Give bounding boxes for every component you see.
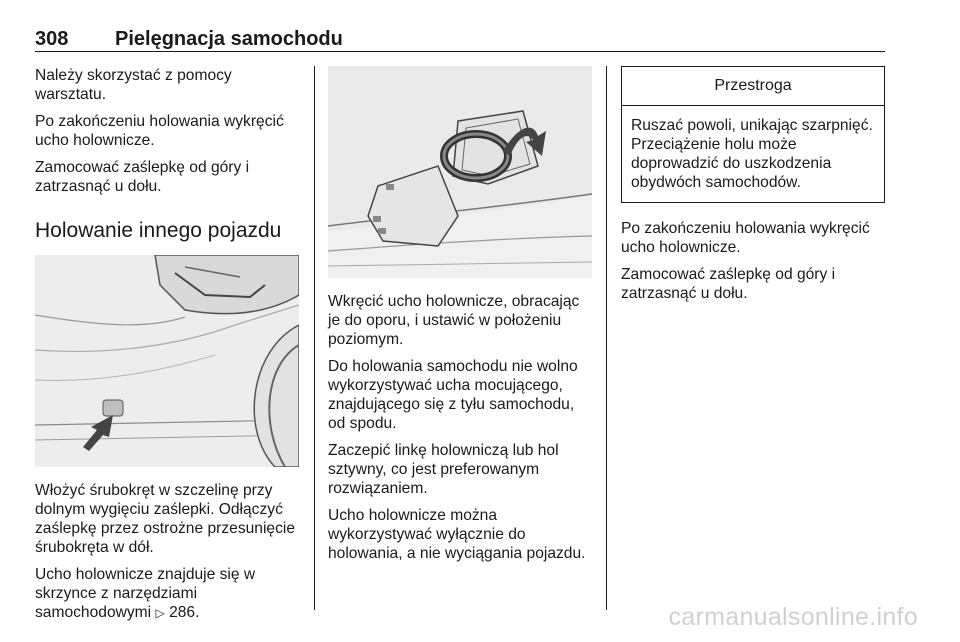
page-title: Pielęgnacja samochodu [115, 28, 343, 50]
column-middle [328, 66, 593, 571]
page-reference[interactable]: 286. [169, 604, 200, 621]
page-reference-arrow-icon: ▷ [155, 606, 165, 620]
towing-eye-illustration [328, 66, 592, 278]
column-left [35, 66, 303, 631]
paragraph: Do holowania samochodu nie wolno wykorzystywać ucha mocującego, znajdującego się z tyłu samochodu, od spodu. [328, 358, 578, 432]
column-divider [606, 66, 607, 610]
paragraph: Po zakończeniu holowania wykręcić ucho holownicze. [35, 113, 284, 149]
paragraph [35, 565, 303, 623]
paragraph: Ucho holownicze można wykorzystywać wyłącznie do holowania, a nie wyciągania pojazdu. [328, 507, 586, 562]
paragraph: Po zakończeniu holowania wykręcić ucho holownicze. [621, 220, 870, 256]
watermark: carmanualsonline.info [668, 603, 918, 631]
caution-box [621, 66, 885, 203]
paragraph: Zamocować zaślepkę od góry i zatrzasnąć u dołu. [621, 266, 836, 302]
paragraph: Zaczepić linkę holowniczą lub hol sztywny, co jest preferowanym rozwiązaniem. [328, 442, 559, 497]
caution-text: Ruszać powoli, unikając szarpnięć. Przeciążenie holu może doprowadzić do uszkodzenia obydwóch samochodów. [631, 117, 873, 191]
page-number: 308 [35, 28, 69, 50]
column-divider [314, 66, 315, 610]
section-title: Holowanie innego pojazdu [35, 219, 282, 242]
rear-bumper-illustration [35, 255, 299, 467]
page-header [35, 27, 885, 52]
paragraph: Zamocować zaślepkę od góry i zatrzasnąć u dołu. [35, 159, 250, 195]
paragraph: Należy skorzystać z pomocy warsztatu. [35, 67, 232, 103]
paragraph-text: Ucho holownicze znajduje się w skrzynce z narzędziami samochodowymi [35, 566, 256, 621]
caution-title: Przestroga [622, 67, 884, 106]
column-right [621, 66, 886, 311]
paragraph: Włożyć śrubokręt w szczelinę przy dolnym wygięciu zaślepki. Odłączyć zaślepkę przez ostrożne przesunięcie śrubokręta w dół. [35, 482, 296, 556]
paragraph: Wkręcić ucho holownicze, obracając je do oporu, i ustawić w położeniu poziomym. [328, 293, 580, 348]
